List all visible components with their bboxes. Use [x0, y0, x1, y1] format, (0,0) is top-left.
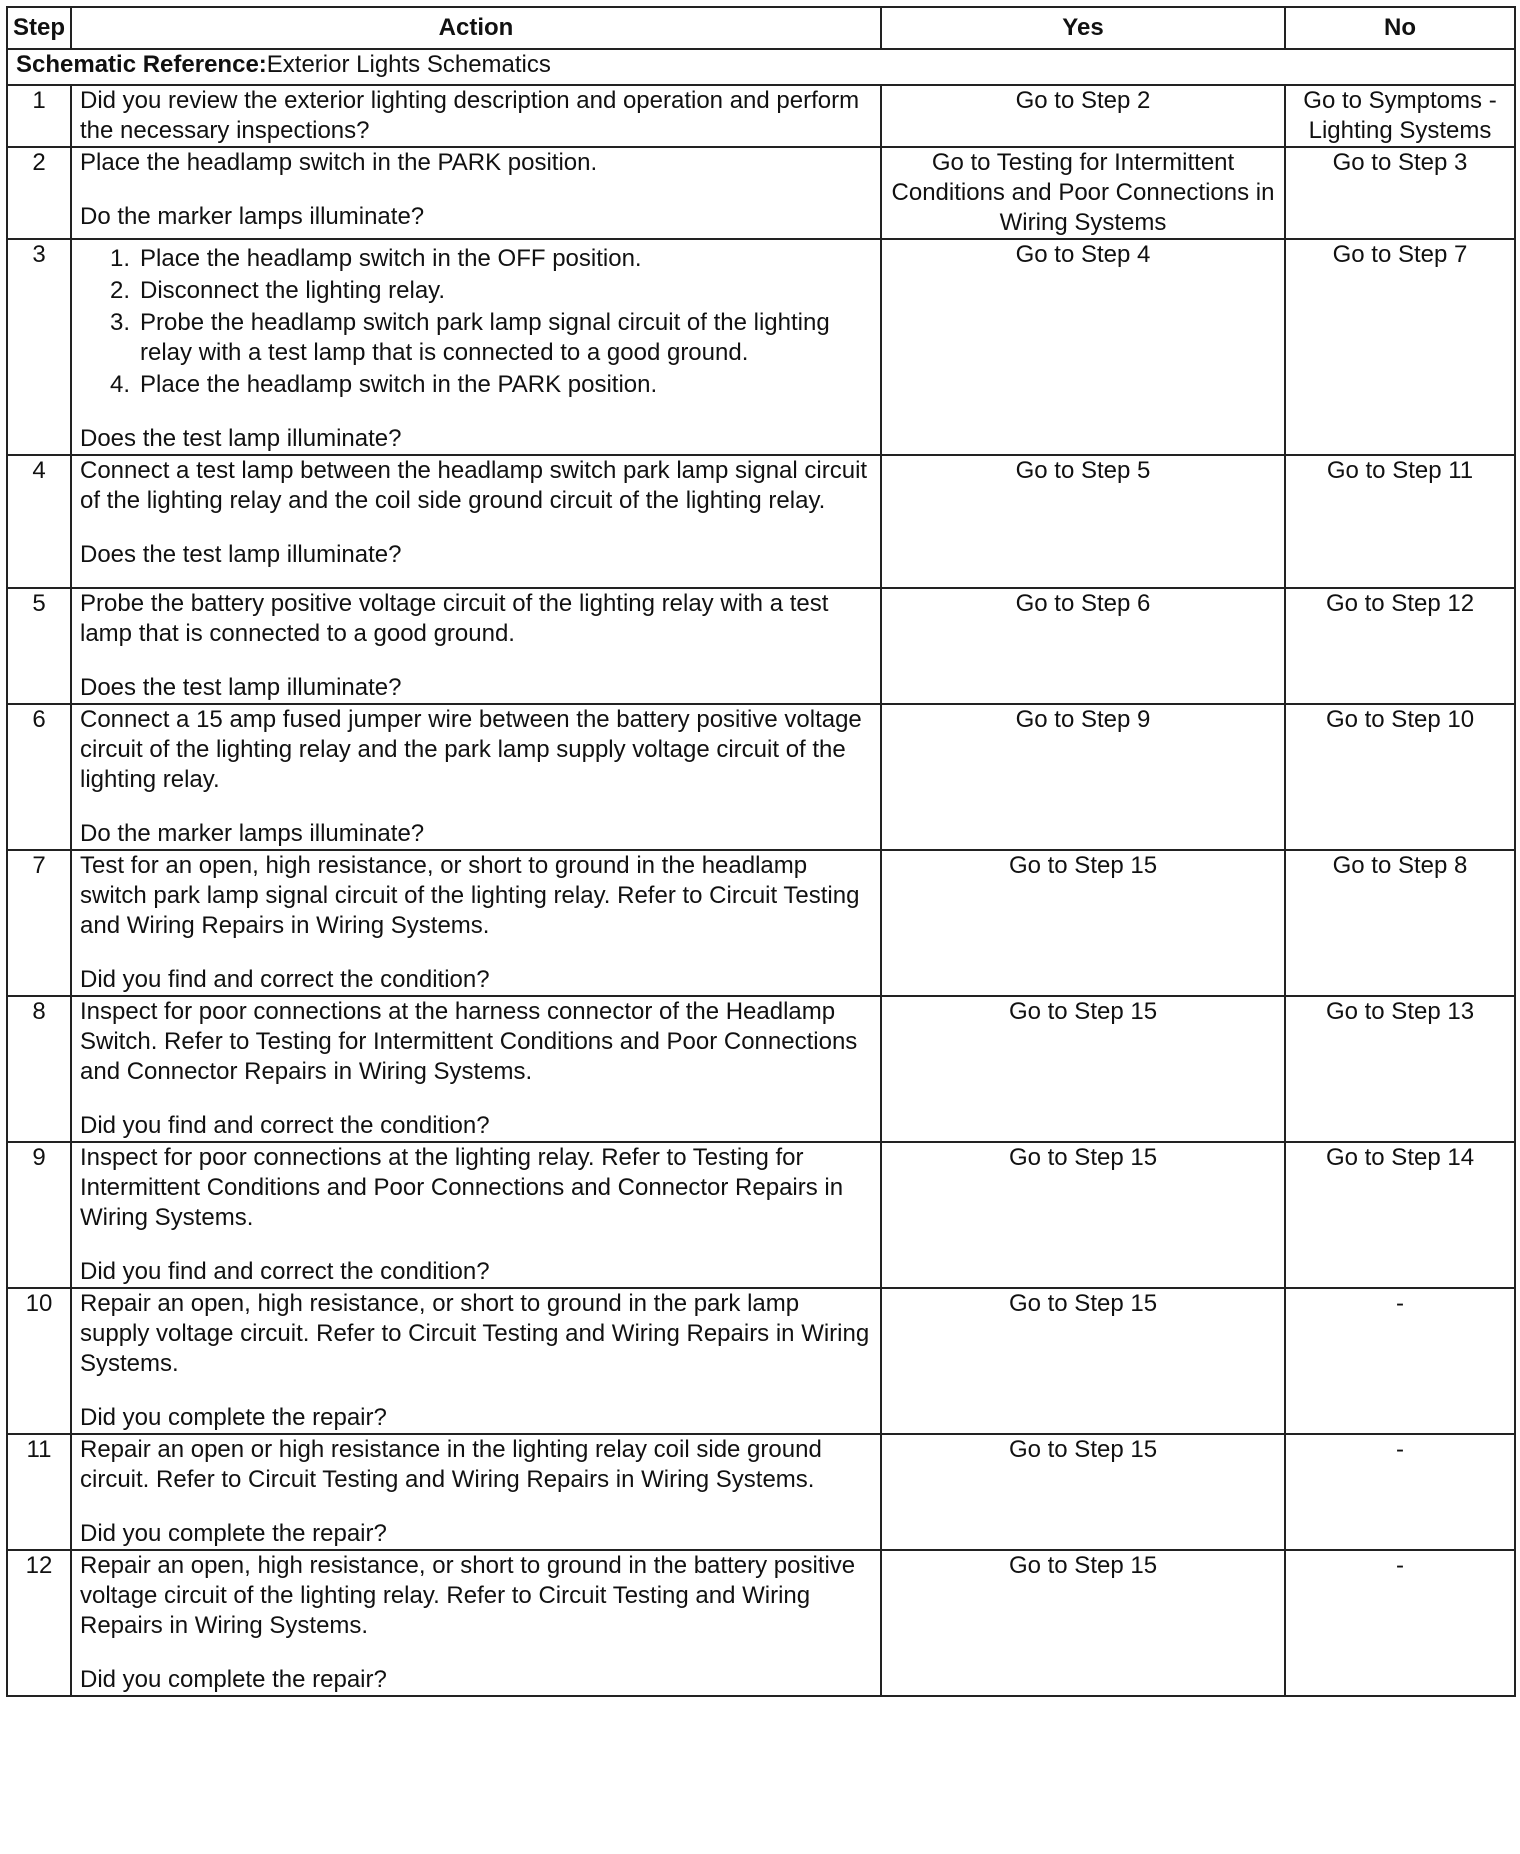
- step-action: [71, 85, 881, 147]
- substep-text: Disconnect the lighting relay.: [140, 277, 446, 304]
- step-action: [71, 588, 881, 704]
- step-number: 11: [7, 1434, 71, 1550]
- action-text: Connect a 15 amp fused jumper wire between the battery positive voltage circuit of the lighting relay and the park lamp supply voltage circuit of the lighting relay.: [80, 706, 862, 793]
- yes-result-link[interactable]: Go to Step 15: [881, 996, 1285, 1142]
- step-number: 6: [7, 704, 71, 850]
- substep-text: Probe the headlamp switch park lamp signal circuit of the lighting relay with a test lamp that is connected to a good ground.: [140, 309, 830, 366]
- step-number: 4: [7, 455, 71, 588]
- no-result-link[interactable]: Go to Step 3: [1285, 147, 1515, 239]
- header-yes: Yes: [881, 7, 1285, 49]
- action-text: Test for an open, high resistance, or short to ground in the headlamp switch park lamp signal circuit of the lighting relay. Refer to Circuit Testing and Wiring Repairs in Wiring Systems.: [80, 852, 860, 939]
- step-row: [7, 850, 1515, 996]
- substep-item: [80, 308, 872, 368]
- action-question: Do the marker lamps illuminate?: [80, 203, 425, 230]
- substep-number: 3.: [109, 309, 130, 336]
- header-row: [7, 7, 1515, 49]
- action-text: Repair an open, high resistance, or short to ground in the battery positive voltage circuit of the lighting relay. Refer to Circuit Testing and Wiring Repairs in Wiring Systems.: [80, 1552, 856, 1639]
- action-question: Do the marker lamps illuminate?: [80, 820, 425, 847]
- action-question: Does the test lamp illuminate?: [80, 425, 402, 452]
- substep-text: Place the headlamp switch in the PARK position.: [140, 371, 658, 398]
- yes-result-link[interactable]: Go to Step 4: [881, 239, 1285, 455]
- yes-result-link[interactable]: Go to Step 15: [881, 850, 1285, 996]
- step-number: 7: [7, 850, 71, 996]
- yes-result-link[interactable]: Go to Step 6: [881, 588, 1285, 704]
- action-question: Did you find and correct the condition?: [80, 1258, 490, 1285]
- step-row: [7, 1434, 1515, 1550]
- no-result-link: -: [1285, 1288, 1515, 1434]
- step-number: 12: [7, 1550, 71, 1696]
- schematic-reference-label: Schematic Reference:: [16, 51, 267, 78]
- yes-result-link[interactable]: Go to Step 5: [881, 455, 1285, 588]
- no-result-link[interactable]: Go to Step 12: [1285, 588, 1515, 704]
- no-result-link[interactable]: Go to Step 14: [1285, 1142, 1515, 1288]
- action-text: Repair an open or high resistance in the lighting relay coil side ground circuit. Refer to Circuit Testing and Wiring Repairs in Wiring Systems.: [80, 1436, 822, 1493]
- diagnostic-table: [6, 6, 1516, 1697]
- step-action: [71, 239, 881, 455]
- yes-result-link[interactable]: Go to Step 2: [881, 85, 1285, 147]
- schematic-reference-link[interactable]: Exterior Lights Schematics: [266, 51, 551, 78]
- step-row: [7, 455, 1515, 588]
- step-action: [71, 147, 881, 239]
- step-row: [7, 147, 1515, 239]
- no-result-link[interactable]: Go to Step 8: [1285, 850, 1515, 996]
- substep-number: 2.: [109, 277, 130, 304]
- substep-number: 1.: [109, 245, 130, 272]
- header-action: Action: [71, 7, 881, 49]
- schematic-reference: [7, 49, 1515, 85]
- substep-list: [80, 244, 872, 400]
- step-action: [71, 704, 881, 850]
- step-number: 5: [7, 588, 71, 704]
- step-row: [7, 239, 1515, 455]
- step-number: 1: [7, 85, 71, 147]
- substep-item: [80, 276, 872, 306]
- action-question: Did you complete the repair?: [80, 1520, 387, 1547]
- no-result-link: -: [1285, 1434, 1515, 1550]
- no-result-link[interactable]: Go to Step 10: [1285, 704, 1515, 850]
- action-question: Did you complete the repair?: [80, 1404, 387, 1431]
- step-action: [71, 1142, 881, 1288]
- step-number: 2: [7, 147, 71, 239]
- substep-text: Place the headlamp switch in the OFF position.: [140, 245, 642, 272]
- step-action: [71, 996, 881, 1142]
- action-text: Did you review the exterior lighting description and operation and perform the necessary inspections?: [80, 87, 860, 144]
- action-text: Place the headlamp switch in the PARK position.: [80, 149, 598, 176]
- action-text: Probe the battery positive voltage circuit of the lighting relay with a test lamp that is connected to a good ground.: [80, 590, 829, 647]
- action-text: Repair an open, high resistance, or short to ground in the park lamp supply voltage circuit. Refer to Circuit Testing and Wiring Repairs in Wiring Systems.: [80, 1290, 870, 1377]
- substep-item: [80, 244, 872, 274]
- no-result-link: -: [1285, 1550, 1515, 1696]
- step-action: [71, 1550, 881, 1696]
- yes-result-link[interactable]: Go to Step 15: [881, 1142, 1285, 1288]
- step-row: [7, 85, 1515, 147]
- step-action: [71, 1288, 881, 1434]
- substep-number: 4.: [109, 371, 130, 398]
- no-result-link[interactable]: Go to Symptoms - Lighting Systems: [1285, 85, 1515, 147]
- step-row: [7, 1142, 1515, 1288]
- action-text: Inspect for poor connections at the lighting relay. Refer to Testing for Intermittent Conditions and Poor Connections and Connector Repairs in Wiring Systems.: [80, 1144, 844, 1231]
- step-action: [71, 1434, 881, 1550]
- step-action: [71, 455, 881, 588]
- header-no: No: [1285, 7, 1515, 49]
- yes-result-link[interactable]: Go to Step 15: [881, 1288, 1285, 1434]
- no-result-link[interactable]: Go to Step 7: [1285, 239, 1515, 455]
- step-number: 9: [7, 1142, 71, 1288]
- step-number: 3: [7, 239, 71, 455]
- step-row: [7, 704, 1515, 850]
- action-question: Did you find and correct the condition?: [80, 966, 490, 993]
- action-question: Does the test lamp illuminate?: [80, 541, 402, 568]
- step-number: 10: [7, 1288, 71, 1434]
- step-row: [7, 1288, 1515, 1434]
- step-row: [7, 588, 1515, 704]
- action-text: Inspect for poor connections at the harness connector of the Headlamp Switch. Refer to Testing for Intermittent Conditions and Poor Connections and Connector Repairs in Wiring Systems.: [80, 998, 858, 1085]
- step-row: [7, 996, 1515, 1142]
- yes-result-link[interactable]: Go to Step 9: [881, 704, 1285, 850]
- substep-item: [80, 370, 872, 400]
- yes-result-link[interactable]: Go to Step 15: [881, 1550, 1285, 1696]
- step-number: 8: [7, 996, 71, 1142]
- no-result-link[interactable]: Go to Step 11: [1285, 455, 1515, 588]
- action-question: Did you find and correct the condition?: [80, 1112, 490, 1139]
- yes-result-link[interactable]: Go to Step 15: [881, 1434, 1285, 1550]
- step-row: [7, 1550, 1515, 1696]
- step-action: [71, 850, 881, 996]
- action-question: Did you complete the repair?: [80, 1666, 387, 1693]
- action-question: Does the test lamp illuminate?: [80, 674, 402, 701]
- header-step: Step: [7, 7, 71, 49]
- action-text: Connect a test lamp between the headlamp switch park lamp signal circuit of the lighting relay and the coil side ground circuit of the lighting relay.: [80, 457, 868, 514]
- no-result-link[interactable]: Go to Step 13: [1285, 996, 1515, 1142]
- yes-result-link[interactable]: Go to Testing for Intermittent Conditions and Poor Connections in Wiring Systems: [881, 147, 1285, 239]
- schematic-reference-row: [7, 49, 1515, 85]
